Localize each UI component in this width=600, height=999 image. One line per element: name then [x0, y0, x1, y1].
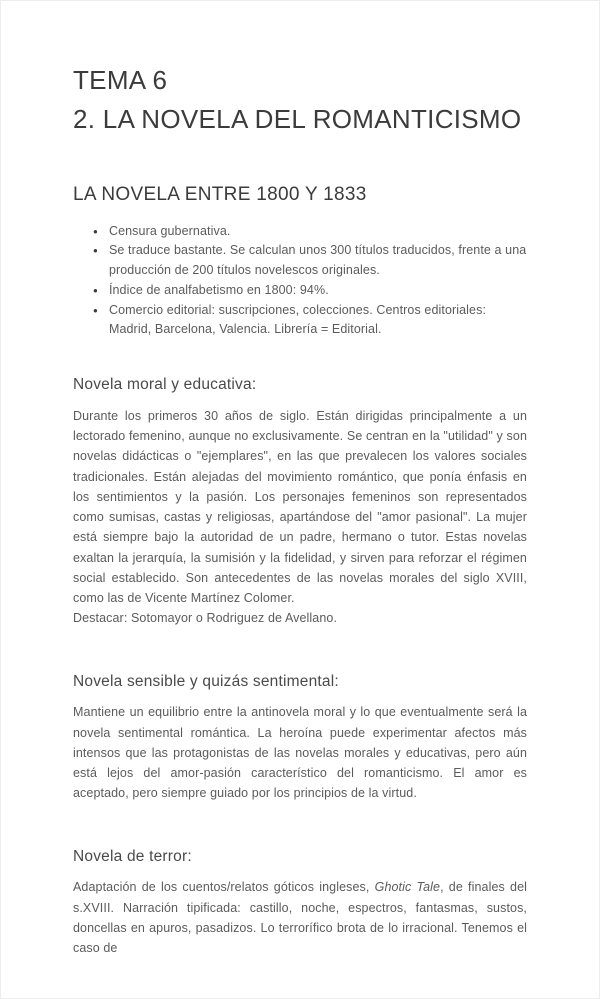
subheading-novela-terror: Novela de terror:	[73, 847, 192, 865]
paragraph-novela-sensible: Mantiene un equilibrio entre la antinovela moral y lo que eventualmente será la novela sentimental romántica. La heroína puede experimentar afectos más intensos que las protagonistas de las novelas morales y educativas, pero aún está lejos del amor-pasión característico del romanticismo. El amor es aceptado, pero siempre guiado por los principios de la virtud.	[73, 705, 527, 801]
doc-title-line2: 2. LA NOVELA DEL ROMANTICISMO	[73, 104, 522, 134]
bullet-icon: ●	[93, 305, 98, 315]
bullet-text: Se traduce bastante. Se calculan unos 300 títulos traducidos, frente a una producción de 200 títulos novelescos originales.	[108, 243, 527, 278]
bullet-text: Censura gubernativa.	[108, 223, 231, 238]
section-heading-1800-1833: LA NOVELA ENTRE 1800 Y 1833	[73, 184, 367, 205]
list-item	[73, 222, 527, 242]
subheading-novela-moral: Novela moral y educativa:	[73, 376, 257, 394]
bullet-icon: ●	[93, 246, 98, 256]
bullet-icon: ●	[93, 285, 98, 295]
list-item	[73, 281, 527, 301]
paragraph-novela-terror	[73, 877, 527, 958]
bullet-text: Comercio editorial: suscripciones, colecciones. Centros editoriales: Madrid, Barcelona, Valencia. Librería = Editorial.	[108, 302, 487, 337]
doc-title-line1: TEMA 6	[73, 65, 168, 95]
bullet-list	[73, 222, 527, 341]
paragraph-novela-moral: Durante los primeros 30 años de siglo. Están dirigidas principalmente a un lectorado femenino, aunque no exclusivamente. Se centran en la "utilidad" y son novelas didácticas o "ejemplares", en las que prevalecen los valores sociales tradicionales. Están alejadas del movimiento romántico, que ponía énfasis en los sentimientos y la pasión. Los personajes femeninos son representados como sumisas, castas y religiosas, apartándose del "amor pasional". La mujer está siempre bajo la autoridad de un padre, hermano o tutor. Estas novelas exaltan la jerarquía, la sumisión y la fidelidad, y sirven para reforzar el régimen social establecido. Son antecedentes de las novelas morales del siglo XVIII, como las de Vicente Martínez Colomer.	[73, 408, 527, 606]
paragraph-terror-text: , de finales del s.XVIII. Narración tipificada: castillo, noche, espectros, fantasmas, sustos, doncellas en apuros, pasadizos. Lo terrorífico brota de lo irracional. Tenemos el caso de	[73, 880, 528, 955]
paragraph-novela-moral-note: Destacar: Sotomayor o Rodriguez de Avellano.	[73, 611, 338, 626]
paragraph-terror-italic: Ghotic Tale	[374, 880, 441, 895]
list-item	[73, 241, 527, 281]
subheading-novela-sensible: Novela sensible y quizás sentimental:	[73, 672, 339, 690]
paragraph-terror-text: Adaptación de los cuentos/relatos góticos ingleses,	[73, 880, 375, 895]
list-item	[73, 301, 527, 341]
bullet-text: Índice de analfabetismo en 1800: 94%.	[108, 282, 329, 297]
bullet-icon: ●	[93, 226, 98, 236]
